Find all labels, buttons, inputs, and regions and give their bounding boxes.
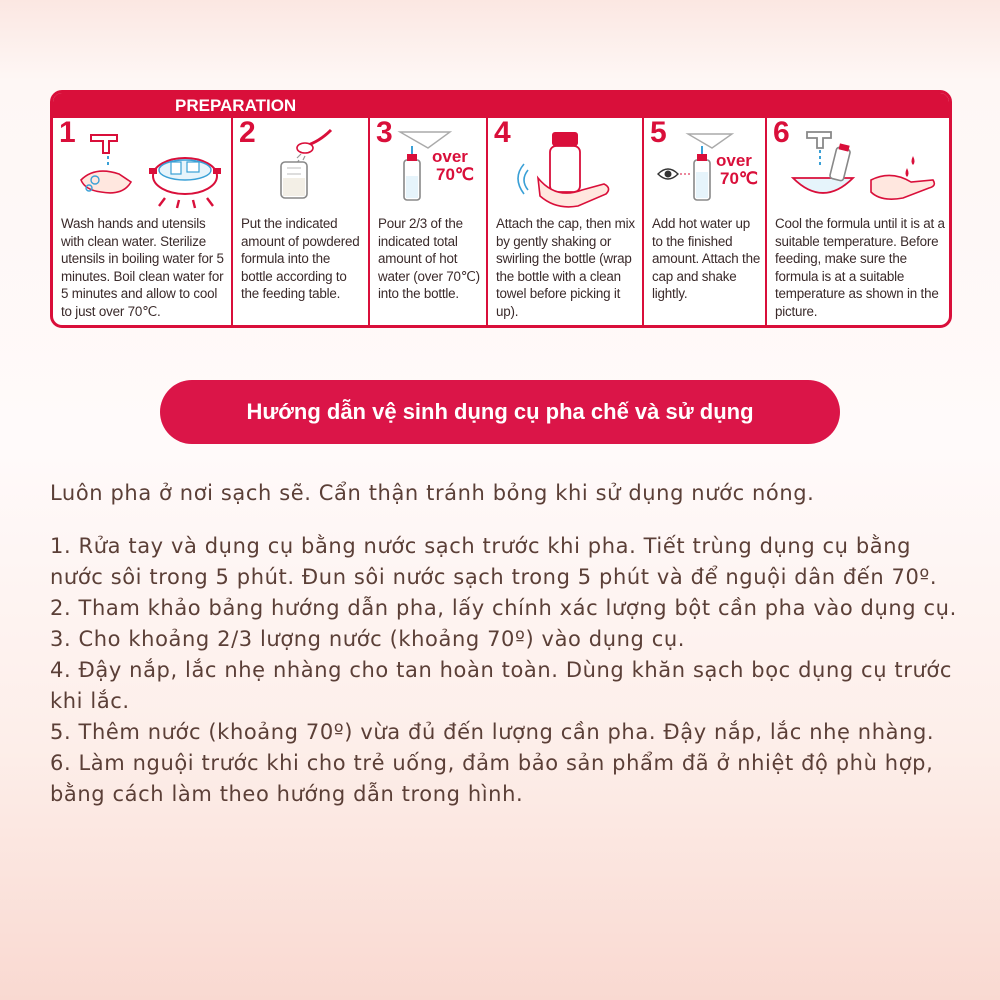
instruction-item: 5. Thêm nước (khoảng 70º) vừa đủ đến lượng cần pha. Đậy nắp, lắc nhẹ nhàng.	[50, 720, 935, 744]
step-1	[53, 118, 233, 325]
temp-badge-bottom: 70℃	[436, 165, 475, 184]
step-6	[767, 118, 949, 325]
preparation-panel	[50, 90, 952, 328]
step-4	[488, 118, 644, 325]
intro-text: Luôn pha ở nơi sạch sẽ. Cẩn thận tránh bỏng khi sử dụng nước nóng.	[50, 481, 815, 505]
step-text: Wash hands and utensils with clean water. Sterilize utensils in boiling water for 5 minutes. Boil clean water for 5 minutes and allow to cool to just over 70℃.	[61, 216, 224, 319]
temp-badge-top: over	[432, 147, 468, 166]
instruction-item: 2. Tham khảo bảng hướng dẫn pha, lấy chính xác lượng bột cần pha vào dụng cụ.	[50, 596, 957, 620]
step-text: Put the indicated amount of powdered formula into the bottle according to the feeding table.	[241, 216, 360, 302]
shake-bottle-icon	[488, 118, 644, 213]
instruction-item: 4. Đậy nắp, lắc nhẹ nhàng cho tan hoàn toàn. Dùng khăn sạch bọc dụng cụ trước khi lắc.	[50, 658, 952, 713]
step-3	[370, 118, 488, 325]
step-text: Add hot water up to the finished amount. Attach the cap and shake lightly.	[652, 216, 761, 302]
instruction-item: 1. Rửa tay và dụng cụ bằng nước sạch trước khi pha. Tiết trùng dụng cụ bằng nước sôi trong 5 phút. Đun sôi nước sạch trong 5 phút và để nguội dân đến 70º.	[50, 534, 938, 589]
temp-badge-top: over	[716, 151, 752, 170]
step-number: 5	[650, 116, 667, 149]
step-number: 3	[376, 116, 393, 149]
guide-title-pill: Hướng dẫn vệ sinh dụng cụ pha chế và sử dụng	[160, 380, 840, 444]
preparation-title: PREPARATION	[53, 93, 949, 118]
step-number: 4	[494, 116, 511, 149]
step-text: Cool the formula until it is at a suitable temperature. Before feeding, make sure the formula is at a suitable temperature as shown in the picture.	[775, 216, 945, 319]
temp-badge-bottom: 70℃	[720, 169, 759, 188]
step-5	[644, 118, 767, 325]
step-text: Pour 2/3 of the indicated total amount of hot water (over 70℃) into the bottle.	[378, 216, 480, 302]
preparation-steps	[53, 118, 949, 325]
step-2	[233, 118, 370, 325]
step-number: 6	[773, 116, 790, 149]
cool-and-test-icon	[767, 118, 949, 213]
step-number: 2	[239, 116, 256, 149]
wash-hands-sterilize-icon	[53, 118, 233, 213]
step-number: 1	[59, 116, 76, 149]
instruction-item: 6. Làm nguội trước khi cho trẻ uống, đảm bảo sản phẩm đã ở nhiệt độ phù hợp, bằng cách làm theo hướng dẫn trong hình.	[50, 751, 934, 806]
step-text: Attach the cap, then mix by gently shaking or swirling the bottle (wrap the bottle with a clean towel before picking it up).	[496, 216, 635, 319]
instructions-section	[50, 478, 960, 810]
instruction-item: 3. Cho khoảng 2/3 lượng nước (khoảng 70º) vào dụng cụ.	[50, 627, 686, 651]
